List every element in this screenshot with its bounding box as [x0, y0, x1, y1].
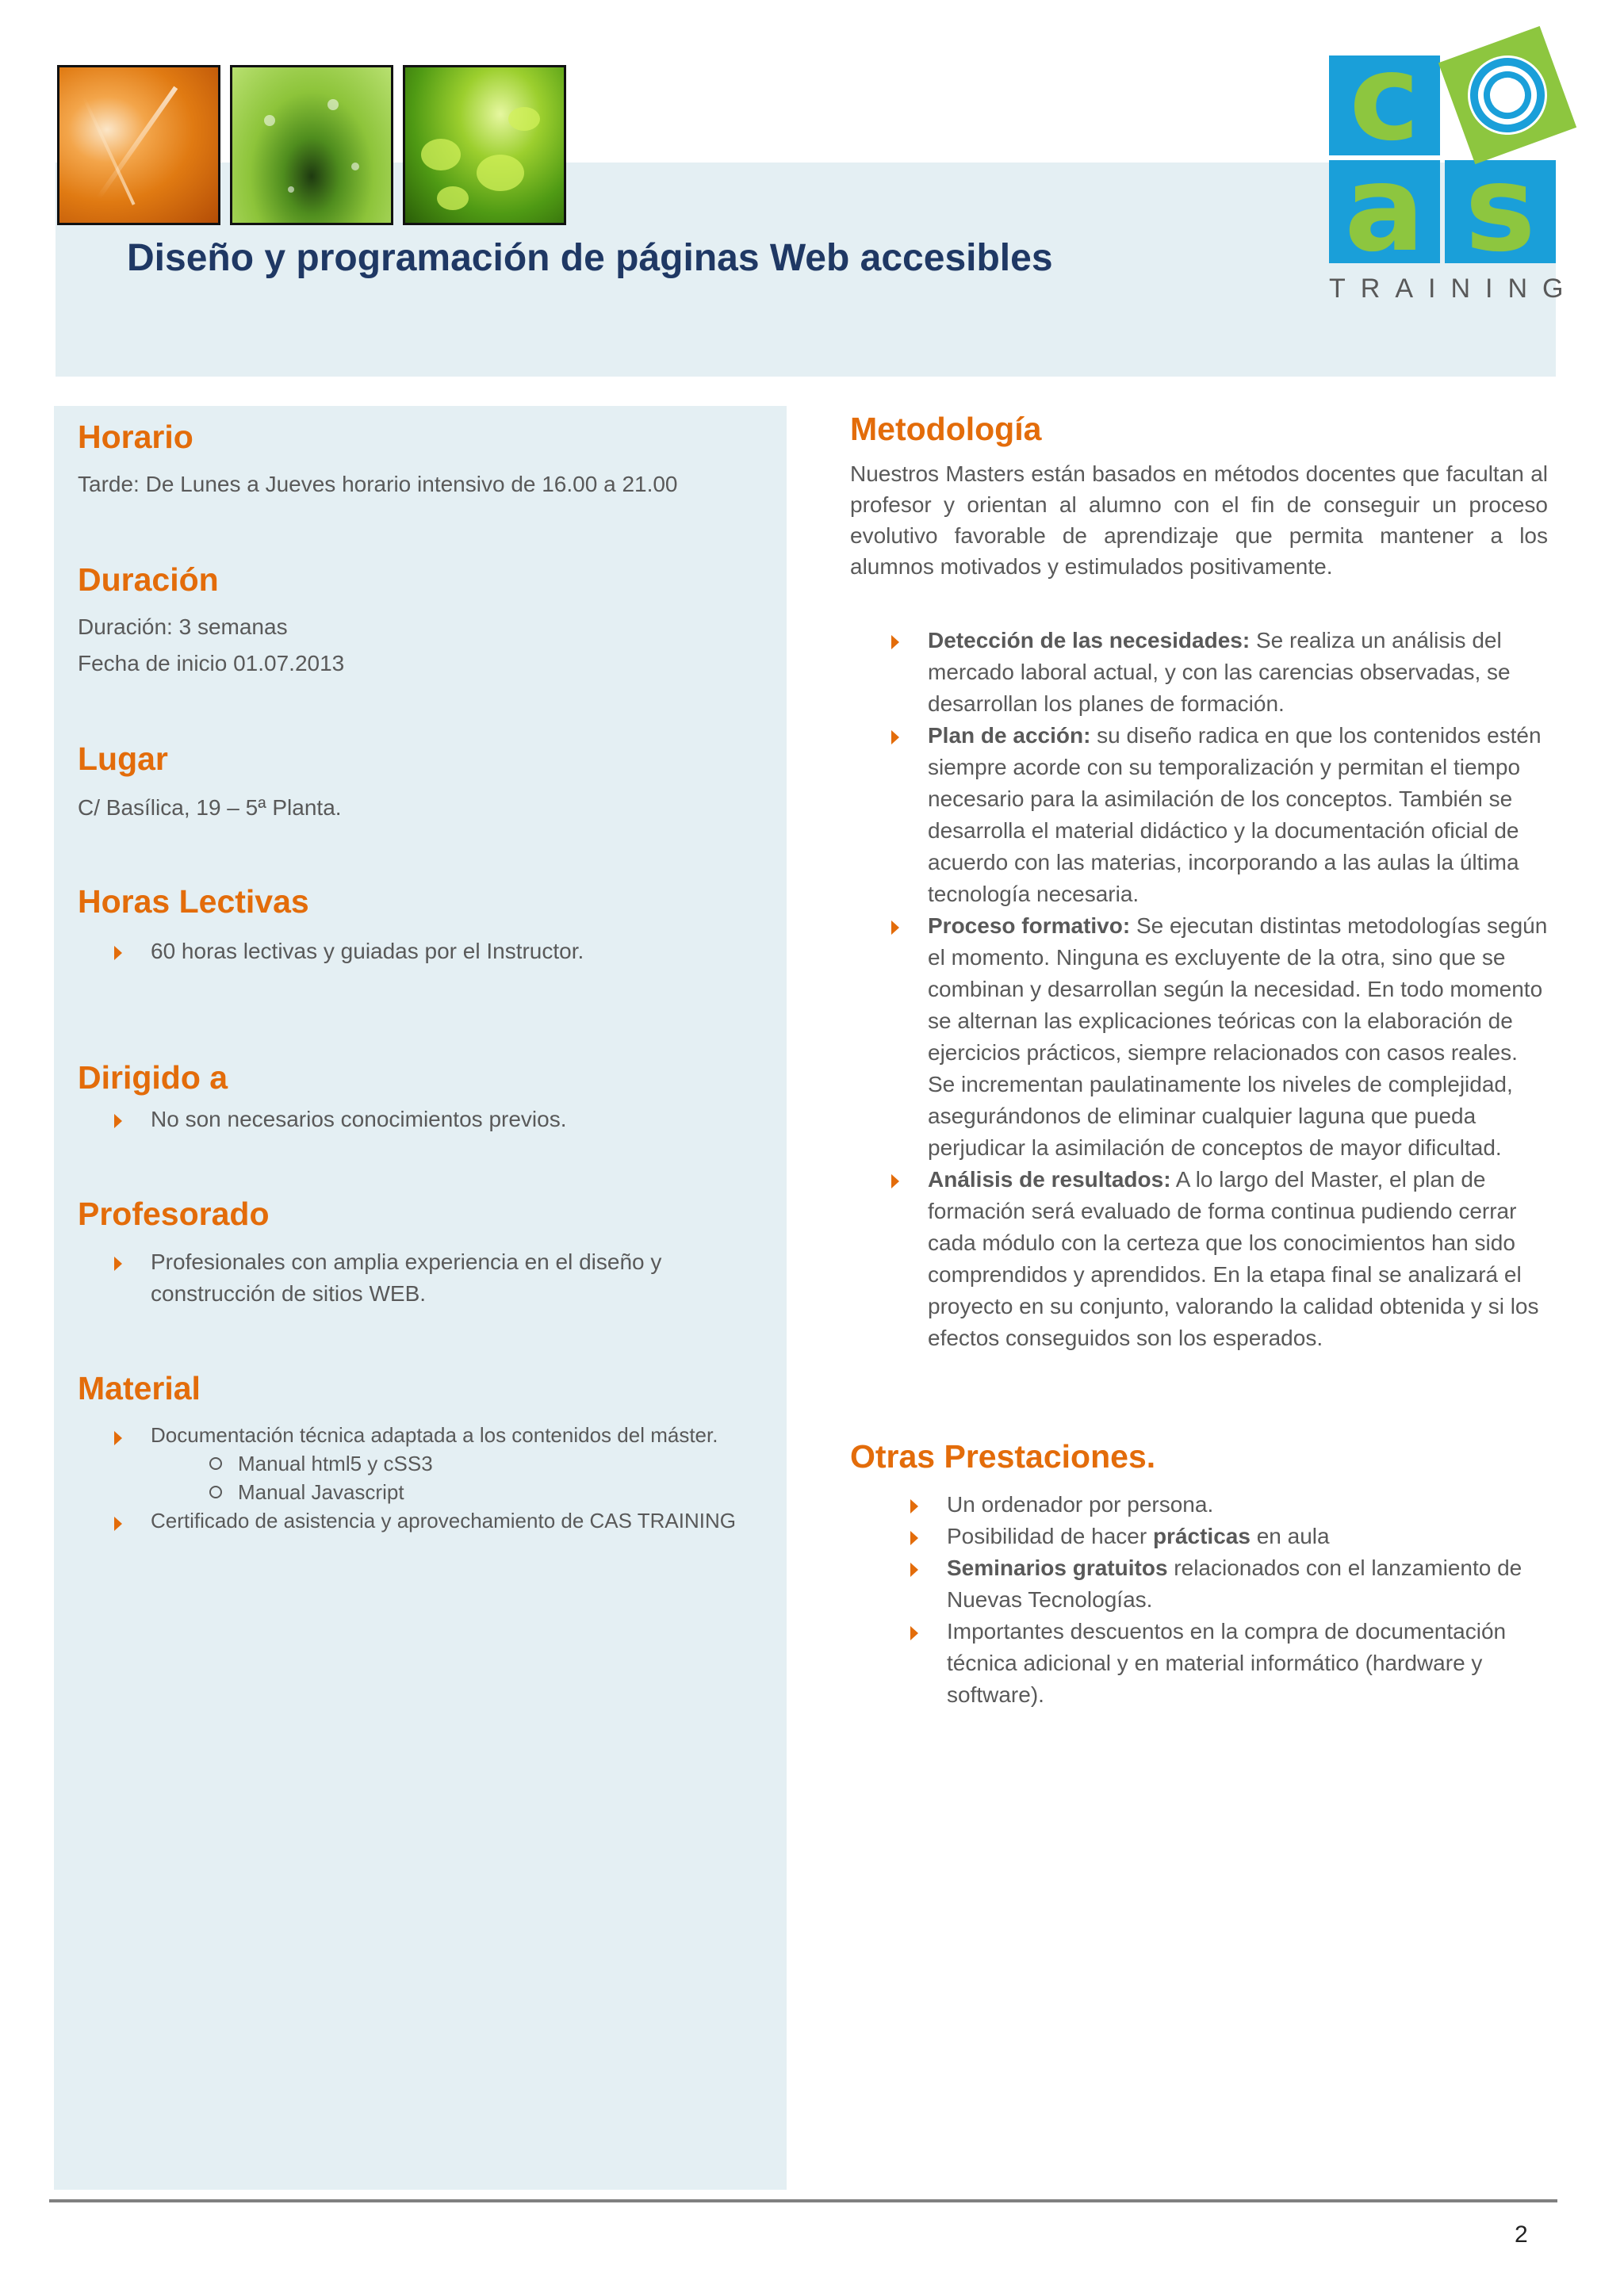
list-item: Plan de acción: su diseño radica en que los contenidos estén siempre acorde con su temporalización y permitan el tiempo necesario para la asimilación de los conceptos. También se desarrolla el material didáctico y la documentación oficial de acuerdo con las materias, incorporando a las aulas la última tecnología necesaria. [891, 720, 1549, 910]
arrow-bullet-icon [910, 1563, 918, 1577]
arrow-bullet-icon [891, 635, 899, 649]
sub-list-item: Manual html5 y cSS3 [114, 1449, 764, 1478]
arrow-bullet-icon [114, 946, 122, 960]
duracion-weeks: Duración: 3 semanas [78, 614, 288, 639]
horas-heading: Horas Lectivas [78, 883, 309, 920]
horario-heading: Horario [78, 419, 193, 455]
list-item: Análisis de resultados: A lo largo del Master, el plan de formación será evaluado de forma continua pudiendo cerrar cada módulo con la certeza que los conocimientos han sido comprendidos y aprendidos. En la etapa final se analizará el proyecto en su conjunto, valorando la calidad obtenida y si los efectos conseguidos son los esperados. [891, 1164, 1549, 1354]
metodologia-list [891, 625, 1549, 1354]
list-item: Seminarios gratuitos relacionados con el lanzamiento de Nuevas Tecnologías. [910, 1552, 1549, 1616]
cas-training-logo [1329, 24, 1599, 309]
list-item: Documentación técnica adaptada a los contenidos del máster. Manual html5 y cSS3 Manual Javascript [114, 1421, 764, 1506]
header-photo-orange [57, 65, 220, 225]
list-item: Importantes descuentos en la compra de documentación técnica adicional y en material informático (hardware y software). [910, 1616, 1549, 1711]
lugar-heading: Lugar [78, 740, 168, 777]
header-photo-moss [403, 65, 566, 225]
lugar-address: C/ Basílica, 19 – 5ª Planta. [78, 795, 342, 820]
svg-text:TRAINING: TRAINING [1329, 274, 1579, 304]
arrow-bullet-icon [910, 1499, 918, 1513]
arrow-bullet-icon [910, 1531, 918, 1545]
list-item: Un ordenador por persona. [910, 1489, 1549, 1521]
sub-list-item: Manual Javascript [114, 1478, 764, 1506]
svg-text:c: c [1349, 29, 1420, 167]
dirigido-heading: Dirigido a [78, 1059, 228, 1096]
svg-text:s: s [1465, 140, 1536, 278]
arrow-bullet-icon [114, 1257, 122, 1271]
list-item: Posibilidad de hacer prácticas en aula [910, 1521, 1549, 1552]
list-item: No son necesarios conocimientos previos. [114, 1104, 764, 1135]
otras-heading: Otras Prestaciones. [850, 1438, 1156, 1475]
duracion-heading: Duración [78, 561, 219, 598]
circle-bullet-icon [209, 1457, 222, 1470]
header-photo-leaf [230, 65, 393, 225]
list-item: Certificado de asistencia y aprovechamiento de CAS TRAINING [114, 1506, 764, 1535]
profesorado-heading: Profesorado [78, 1196, 270, 1232]
profesorado-list [114, 1246, 717, 1310]
circle-bullet-icon [209, 1486, 222, 1498]
material-heading: Material [78, 1370, 201, 1406]
list-item: Proceso formativo: Se ejecutan distintas metodologías según el momento. Ninguna es excluyente de la otra, sino que se combinan y desarrollan según la necesidad. En todo momento se alternan las explicaciones teóricas con la elaboración de ejercicios prácticos, siempre relacionados con casos reales. Se incrementan paulatinamente los niveles de complejidad, asegurándonos de eliminar cualquier laguna que pueda perjudicar la asimilación de conceptos de mayor dificultad. [891, 910, 1549, 1164]
arrow-bullet-icon [891, 1174, 899, 1188]
list-item: Profesionales con amplia experiencia en el diseño y construcción de sitios WEB. [114, 1246, 717, 1310]
arrow-bullet-icon [891, 730, 899, 744]
horario-text: Tarde: De Lunes a Jueves horario intensivo de 16.00 a 21.00 [78, 472, 678, 496]
arrow-bullet-icon [114, 1114, 122, 1128]
arrow-bullet-icon [891, 920, 899, 935]
svg-text:a: a [1344, 140, 1425, 278]
arrow-bullet-icon [910, 1626, 918, 1640]
list-item: 60 horas lectivas y guiadas por el Instructor. [114, 936, 764, 967]
list-item: Detección de las necesidades: Se realiza un análisis del mercado laboral actual, y con las carencias observadas, se desarrollan los planes de formación. [891, 625, 1549, 720]
arrow-bullet-icon [114, 1431, 122, 1445]
horas-list [114, 936, 764, 967]
material-list [114, 1421, 764, 1535]
material-sublist [114, 1449, 764, 1506]
footer-rule [49, 2199, 1557, 2202]
page-number: 2 [1515, 2221, 1528, 2248]
otras-list [910, 1489, 1549, 1711]
metodologia-heading: Metodología [850, 411, 1042, 447]
arrow-bullet-icon [114, 1517, 122, 1531]
dirigido-list [114, 1104, 764, 1135]
document-title: Diseño y programación de páginas Web accesibles [127, 237, 1053, 279]
metodologia-intro: Nuestros Masters están basados en métodos docentes que facultan al profesor y orientan al alumno con el fin de conseguir un proceso evolutivo favorable de aprendizaje que permita mantener a los alumnos motivados y estimulados positivamente. [850, 461, 1548, 579]
start-date: Fecha de inicio 01.07.2013 [78, 651, 345, 675]
